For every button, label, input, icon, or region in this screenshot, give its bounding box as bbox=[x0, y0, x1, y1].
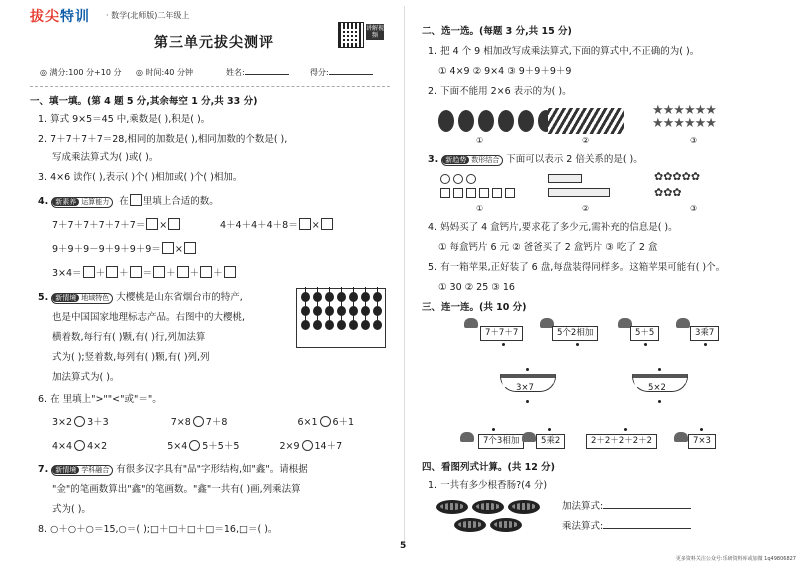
q3-option-1-circles bbox=[440, 174, 476, 184]
answer-box[interactable] bbox=[200, 266, 212, 278]
compare-circle[interactable] bbox=[320, 416, 331, 427]
page-divider bbox=[404, 6, 405, 546]
answer-box[interactable] bbox=[106, 266, 118, 278]
q3-option-3-flowers-top: ✿✿✿✿✿ bbox=[654, 170, 701, 183]
q4-row-2: 9＋9＋9－9＋9＋9＋9＝ × bbox=[52, 242, 197, 256]
match-dot[interactable] bbox=[526, 400, 529, 403]
answer-box[interactable] bbox=[177, 266, 189, 278]
section1-heading: 一、填一填。(第 4 题 5 分,其余每空 1 分,共 33 分) bbox=[30, 96, 258, 107]
q2-option-1-image bbox=[438, 110, 554, 132]
multiplication-answer[interactable]: 乘法算式: bbox=[562, 520, 691, 533]
s1-question-5c: 横着数,每行有( )颗,有( )行,列加法算 bbox=[52, 332, 206, 343]
answer-box-sample bbox=[130, 194, 142, 206]
s1-question-5e: 加法算式为( )。 bbox=[52, 372, 120, 383]
s1-question-7b: "金"的笔画数算出"鑫"的笔画数。"鑫"一共有( )画,列乘法算 bbox=[52, 484, 301, 495]
s2-question-3: 3. 新趋势 数形结合 下面可以表示 2 倍关系的是( )。 bbox=[428, 154, 643, 165]
sausage-plate-image bbox=[508, 500, 540, 514]
animal-icon bbox=[522, 432, 536, 442]
footer-note: 更多资料关注公众号:乐研资料库或加微 1q49806827 bbox=[675, 556, 796, 562]
s4-question-1: 1. 一共有多少根香肠?(4 分) bbox=[428, 480, 548, 491]
match-dot[interactable] bbox=[700, 428, 703, 431]
q7-tag: 新情境 学科融合 bbox=[51, 465, 113, 476]
match-card-bottom-1[interactable]: 7个3相加 bbox=[478, 434, 524, 449]
match-dot[interactable] bbox=[576, 343, 579, 346]
s1-question-1: 1. 算式 9×5＝45 中,乘数是( ),积是( )。 bbox=[38, 114, 211, 125]
s1-question-6: 6. 在 里填上">""<"或"＝"。 bbox=[38, 394, 162, 405]
answer-box[interactable] bbox=[321, 218, 333, 230]
s2-question-5: 5. 有一箱苹果,正好装了 6 盘,每盘装得同样多。这箱苹果可能有( )个。 bbox=[428, 262, 726, 273]
animal-icon bbox=[464, 318, 478, 328]
answer-box[interactable] bbox=[162, 242, 174, 254]
q3-label-2: ② bbox=[582, 204, 590, 213]
section2-heading: 二、选一选。(每题 3 分,共 15 分) bbox=[422, 26, 572, 37]
cherry-grid-image bbox=[296, 288, 386, 348]
answer-box[interactable] bbox=[130, 266, 142, 278]
s1-question-2b: 写成乘法算式为( )或( )。 bbox=[52, 152, 159, 163]
score-field[interactable]: 得分: bbox=[310, 67, 373, 78]
match-dot[interactable] bbox=[704, 343, 707, 346]
s1-question-8: 8. ○＋○＋○＝15,○＝( );□＋□＋□＋□＝16,□＝( )。 bbox=[38, 524, 278, 535]
match-card-top-3[interactable]: 5＋5 bbox=[630, 326, 659, 341]
q4-row-1b: 4＋4＋4＋4＋8＝ × bbox=[220, 218, 334, 232]
qr-label: 讲解视频 bbox=[366, 25, 385, 39]
name-field[interactable]: 姓名: bbox=[226, 67, 289, 78]
page-number: 5 bbox=[400, 541, 407, 551]
s1-question-5b: 也是中国国家地理标志产品。右图中的大樱桃, bbox=[52, 312, 246, 323]
q3-option-2-short-bar bbox=[548, 174, 582, 183]
answer-box[interactable] bbox=[168, 218, 180, 230]
series-label: · 数学(北师版)二年级上 bbox=[106, 11, 190, 20]
match-basket-2[interactable]: 5×2 bbox=[648, 383, 666, 393]
q3-option-3-flowers-bottom: ✿✿✿ bbox=[654, 186, 682, 199]
section3-heading: 三、连一连。(共 10 分) bbox=[422, 302, 527, 313]
q3-option-2-long-bar bbox=[548, 188, 610, 197]
compare-circle[interactable] bbox=[193, 416, 204, 427]
q3-label-1: ① bbox=[476, 204, 484, 213]
match-dot[interactable] bbox=[492, 428, 495, 431]
answer-box[interactable] bbox=[153, 266, 165, 278]
match-dot[interactable] bbox=[658, 400, 661, 403]
answer-box[interactable] bbox=[184, 242, 196, 254]
q2-label-1: ① bbox=[476, 136, 484, 145]
s1-question-5a: 5. 新情境 地域特色 大樱桃是山东省烟台市的特产, bbox=[38, 292, 243, 303]
s2-question-1-options: ① 4×9 ② 9×4 ③ 9＋9＋9＋9 bbox=[438, 66, 572, 77]
compare-circle[interactable] bbox=[74, 440, 85, 451]
match-card-top-1[interactable]: 7＋7＋7 bbox=[480, 326, 523, 341]
sausage-plate-image bbox=[472, 500, 504, 514]
match-card-bottom-2[interactable]: 5乘2 bbox=[536, 434, 565, 449]
brand-logo: 拔尖特训 bbox=[30, 9, 90, 25]
sausage-plate-image bbox=[436, 500, 468, 514]
s1-question-2a: 2. 7＋7＋7＋7＝28,相同的加数是( ),相同加数的个数是( ), bbox=[38, 134, 288, 145]
q4-tag: 新素养 运算能力 bbox=[51, 197, 113, 208]
s1-question-3: 3. 4×6 读作( ),表示( )个( )相加或( )个( )相加。 bbox=[38, 172, 243, 183]
match-dot[interactable] bbox=[624, 428, 627, 431]
q5-tag: 新情境 地域特色 bbox=[51, 293, 113, 304]
s2-question-5-options: ① 30 ② 25 ③ 16 bbox=[438, 282, 515, 293]
s2-question-4-options: ① 每盒钙片 6 元 ② 爸爸买了 2 盒钙片 ③ 吃了 2 盒 bbox=[438, 242, 658, 253]
match-basket-1[interactable]: 3×7 bbox=[516, 383, 534, 393]
s1-question-5d: 式为( );竖着数,每列有( )颗,有( )列,列 bbox=[52, 352, 210, 363]
q2-option-3-image: ★★★★★★ ★★★★★★ bbox=[652, 103, 716, 131]
animal-icon bbox=[676, 318, 690, 328]
q2-label-2: ② bbox=[582, 136, 590, 145]
time-limit: ◎ 时间:40 分钟 bbox=[136, 68, 193, 77]
answer-box[interactable] bbox=[83, 266, 95, 278]
q2-label-3: ③ bbox=[690, 136, 698, 145]
answer-box[interactable] bbox=[146, 218, 158, 230]
addition-answer[interactable]: 加法算式: bbox=[562, 500, 691, 513]
s2-question-1: 1. 把 4 个 9 相加改写成乘法算式,下面的算式中,不正确的为( )。 bbox=[428, 46, 700, 57]
q6-row-2: 4×4 4×2 5×4 5＋5＋5 2×9 14＋7 bbox=[52, 441, 343, 452]
full-score: ◎ 满分:100 分+10 分 bbox=[40, 68, 122, 77]
s1-question-7a: 7. 新情境 学科融合 有很多汉字具有"品"字形结构,如"鑫"。请根据 bbox=[38, 464, 308, 475]
match-dot[interactable] bbox=[548, 428, 551, 431]
answer-box[interactable] bbox=[224, 266, 236, 278]
s1-question-7c: 式为( )。 bbox=[52, 504, 91, 515]
compare-circle[interactable] bbox=[74, 416, 85, 427]
q4-row-3: 3×4＝ ＋ ＋ ＝ ＋ ＋ ＋ bbox=[52, 266, 237, 280]
header-rule bbox=[30, 86, 390, 87]
s2-question-4: 4. 妈妈买了 4 盒钙片,要求花了多少元,需补充的信息是( )。 bbox=[428, 222, 678, 233]
match-dot[interactable] bbox=[526, 368, 529, 371]
page-title: 第三单元拔尖测评 bbox=[154, 35, 274, 51]
match-dot[interactable] bbox=[502, 343, 505, 346]
qr-code-icon bbox=[338, 22, 364, 48]
q6-row-1: 3×2 3＋3 7×8 7＋8 6×1 6＋1 bbox=[52, 417, 355, 428]
compare-circle[interactable] bbox=[302, 440, 313, 451]
answer-box[interactable] bbox=[299, 218, 311, 230]
s2-question-2: 2. 下面不能用 2×6 表示的为( )。 bbox=[428, 86, 572, 97]
q4-row-1a: 7＋7＋7＋7＋7＋7＝ × bbox=[52, 218, 181, 232]
q3-tag: 新趋势 数形结合 bbox=[441, 155, 503, 166]
q3-option-1-squares bbox=[440, 188, 515, 198]
s1-question-4: 4. 新素养 运算能力 在 里填上合适的数。 bbox=[38, 196, 219, 207]
sausage-plate-image bbox=[454, 518, 486, 532]
q3-label-3: ③ bbox=[690, 204, 698, 213]
match-card-bottom-4[interactable]: 7×3 bbox=[688, 434, 716, 449]
animal-icon bbox=[460, 432, 474, 442]
match-dot[interactable] bbox=[644, 343, 647, 346]
compare-circle[interactable] bbox=[189, 440, 200, 451]
match-card-top-2[interactable]: 5个2相加 bbox=[552, 326, 598, 341]
match-card-bottom-3[interactable]: 2＋2＋2＋2＋2 bbox=[586, 434, 657, 449]
q2-option-2-image bbox=[548, 108, 624, 134]
section4-heading: 四、看图列式计算。(共 12 分) bbox=[422, 462, 556, 473]
sausage-plate-image bbox=[490, 518, 522, 532]
match-dot[interactable] bbox=[658, 368, 661, 371]
animal-icon bbox=[674, 432, 688, 442]
match-card-top-4[interactable]: 3乘7 bbox=[690, 326, 719, 341]
